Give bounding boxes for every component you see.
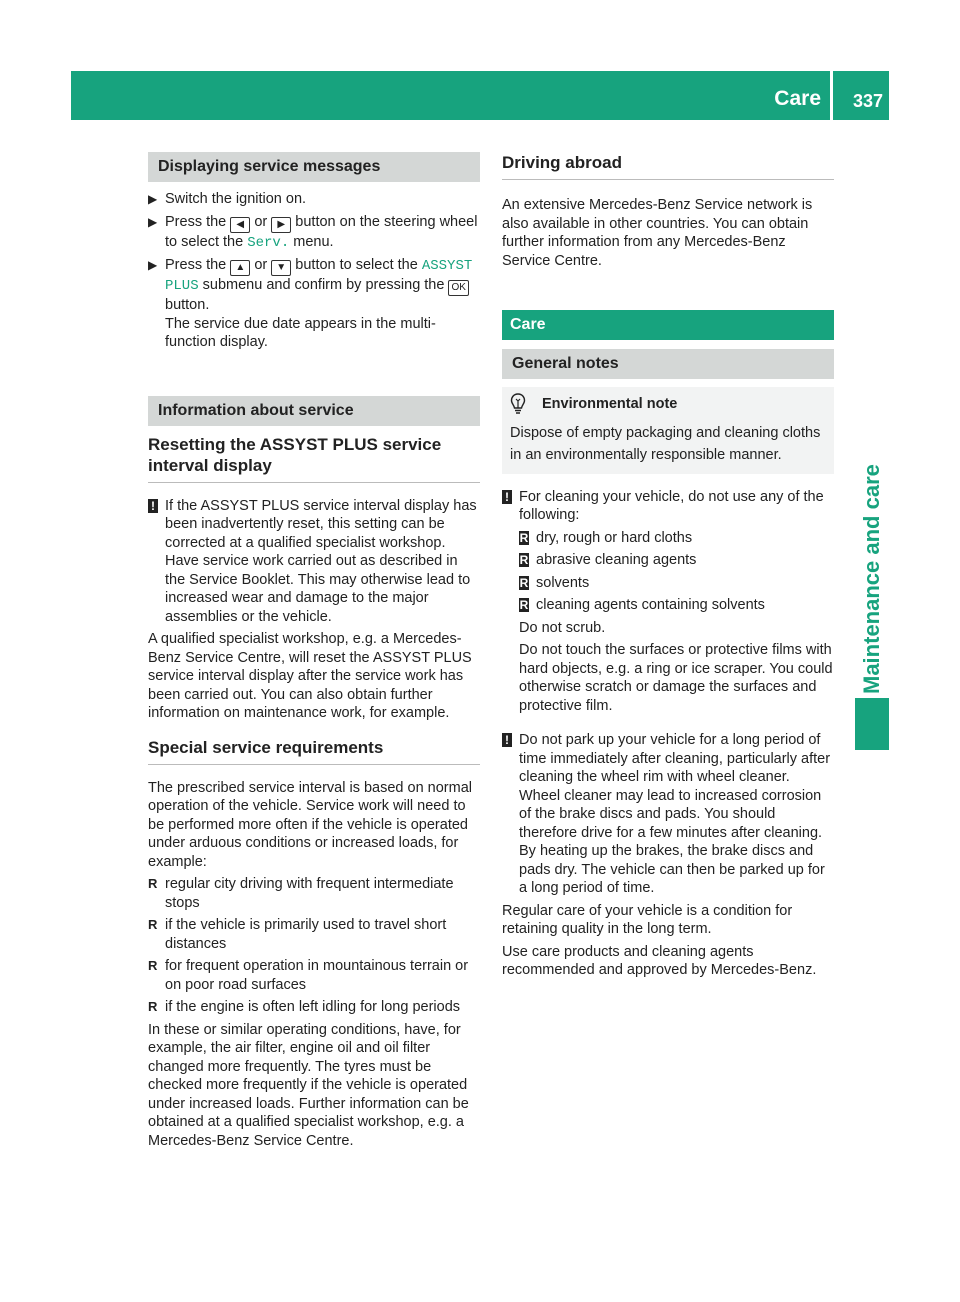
left-arrow-key-icon: ◀ xyxy=(230,217,250,233)
reset-warning xyxy=(148,497,480,627)
no-touch-text: Do not touch the surfaces or protective films with hard objects, e.g. a ring or ice scraper. You could otherwise scratch or damage the surfaces and protective film. xyxy=(519,642,833,714)
bullet-text: solvents xyxy=(536,574,590,591)
bullet-icon: R xyxy=(148,958,158,973)
environmental-lightbulb-icon xyxy=(510,393,526,415)
list-item xyxy=(148,957,480,994)
bullet-text: if the engine is often left idling for long periods xyxy=(165,999,461,1015)
ok-key-icon: OK xyxy=(448,280,468,296)
step-3-text-b: button to select the xyxy=(295,257,418,273)
parking-warning-text: Do not park up your vehicle for a long period of time immediately after cleaning, particularly after cleaning the wheel rim with wheel cleaner. Wheel cleaner may lead to increased corrosion of the brake discs and pads. You should therefore drive for a few minutes after cleaning. By heating up the brakes, the brake discs and pads dry. The vehicle can then be parked up for a long period of time. xyxy=(519,732,831,896)
general-notes-heading: General notes xyxy=(502,349,834,379)
parking-warning xyxy=(502,731,834,898)
step-2 xyxy=(148,213,480,253)
right-arrow-key-icon: ▶ xyxy=(271,217,291,233)
step-3-text-a: Press the xyxy=(165,257,227,273)
cleaning-warning xyxy=(502,488,834,716)
up-arrow-key-icon: ▲ xyxy=(230,260,250,276)
list-item xyxy=(519,529,834,548)
side-tab-label: Maintenance and care xyxy=(859,464,884,694)
step-marker-icon: ▶ xyxy=(148,214,158,229)
bullet-text: if the vehicle is primarily used to travel short distances xyxy=(165,917,447,952)
page-number: 337 xyxy=(852,91,883,111)
environmental-note-text: Dispose of empty packaging and cleaning cloths in an environmentally responsible manner. xyxy=(510,424,821,463)
step-3-text-c: submenu and confirm by pressing the xyxy=(202,277,445,293)
reset-warning-text-2: Have service work carried out as described in the Service Booklet. This may otherwise lead to increased wear and damage to the major assemblies or the vehicle. xyxy=(165,553,471,625)
step-3-or: or xyxy=(254,257,268,273)
bullet-text: regular city driving with frequent intermediate stops xyxy=(165,876,454,911)
special-intro: The prescribed service interval is based on normal operation of the vehicle. Service work will need to be performed more often if the vehicle is operated under arduous conditions or increased loads, for example: xyxy=(148,779,472,870)
step-3 xyxy=(148,256,480,352)
step-3-result: The service due date appears in the multi-function display. xyxy=(165,315,436,350)
warning-icon: ! xyxy=(502,490,512,504)
step-3-text-d: button. xyxy=(165,297,210,313)
left-column xyxy=(148,152,480,1150)
environmental-note-title-text: Environmental note xyxy=(542,396,678,412)
page-header-bar xyxy=(71,71,889,120)
environmental-note-box xyxy=(502,387,834,474)
list-item xyxy=(519,596,834,615)
list-item xyxy=(148,998,480,1017)
bullet-icon: R xyxy=(148,917,158,932)
use-products-text: Use care products and cleaning agents recommended and approved by Mercedes-Benz. xyxy=(502,943,817,978)
step-1 xyxy=(148,190,480,209)
bullet-icon: R xyxy=(148,999,158,1014)
warning-icon: ! xyxy=(502,733,512,747)
bullet-text: for frequent operation in mountainous terrain or on poor road surfaces xyxy=(165,958,469,993)
displaying-service-messages-heading: Displaying service messages xyxy=(148,152,480,182)
bullet-icon: R xyxy=(519,598,529,612)
bullet-text: abrasive cleaning agents xyxy=(536,552,697,568)
special-paragraph: In these or similar operating conditions, have, for example, the air filter, engine oil and oil filter changed more frequently. The tyres must be checked more frequently if the vehicle is operated under increased loads. Further information can be obtained at a qualified specialist workshop, e.g. a Mercedes-Benz Service Centre. xyxy=(148,1021,469,1149)
bullet-text: cleaning agents containing solvents xyxy=(536,597,765,613)
down-arrow-key-icon: ▼ xyxy=(271,260,291,276)
bullet-text: dry, rough or hard cloths xyxy=(536,529,693,546)
header-title: Care xyxy=(774,87,821,110)
list-item xyxy=(148,875,480,912)
step-2-text-c: menu. xyxy=(293,233,334,250)
list-item xyxy=(148,916,480,953)
special-service-title: Special service requirements xyxy=(148,737,480,765)
reset-paragraph: A qualified specialist workshop, e.g. a Mercedes-Benz Service Centre, will reset the ASSYST PLUS service interval display after the service work has been carried out. You can also obtain further information on maintenance work, for example. xyxy=(148,631,472,721)
serv-menu-label: Serv. xyxy=(247,234,290,251)
step-2-or: or xyxy=(254,213,268,230)
step-marker-icon: ▶ xyxy=(148,192,158,206)
regular-care-text: Regular care of your vehicle is a condition for retaining quality in the long term. xyxy=(502,902,793,937)
step-2-text-a: Press the xyxy=(165,213,227,230)
bullet-icon: R xyxy=(148,876,158,891)
cleaning-warning-text: For cleaning your vehicle, do not use any of the following: xyxy=(519,488,824,523)
step-2-text-b: button on the steering wheel to select the xyxy=(165,213,478,250)
reset-warning-text-1: If the ASSYST PLUS service interval display has been inadvertently reset, this setting can be corrected at a qualified specialist workshop. xyxy=(165,497,477,551)
bullet-icon: R xyxy=(519,553,529,567)
driving-abroad-title: Driving abroad xyxy=(502,152,834,180)
bullet-icon: R xyxy=(519,530,529,545)
resetting-assyst-title: Resetting the ASSYST PLUS service interval display xyxy=(148,434,480,483)
driving-abroad-paragraph: An extensive Mercedes-Benz Service network is also available in other countries. You can obtain further information from any Mercedes-Benz Service Centre. xyxy=(502,197,813,269)
care-heading: Care xyxy=(502,310,834,340)
environmental-note-title xyxy=(510,395,826,414)
bullet-icon: R xyxy=(519,575,529,590)
right-column xyxy=(502,152,834,980)
list-item xyxy=(519,574,834,593)
information-about-service-heading: Information about service xyxy=(148,396,480,426)
step-marker-icon: ▶ xyxy=(148,258,158,272)
warning-icon: ! xyxy=(148,499,158,513)
header-separator xyxy=(830,71,833,120)
step-1-text: Switch the ignition on. xyxy=(165,191,307,207)
side-tab-marker xyxy=(855,698,889,750)
assyst-plus-submenu-label: ASSYST PLUS xyxy=(165,258,473,294)
list-item xyxy=(519,551,834,570)
no-scrub-text: Do not scrub. xyxy=(519,619,606,636)
